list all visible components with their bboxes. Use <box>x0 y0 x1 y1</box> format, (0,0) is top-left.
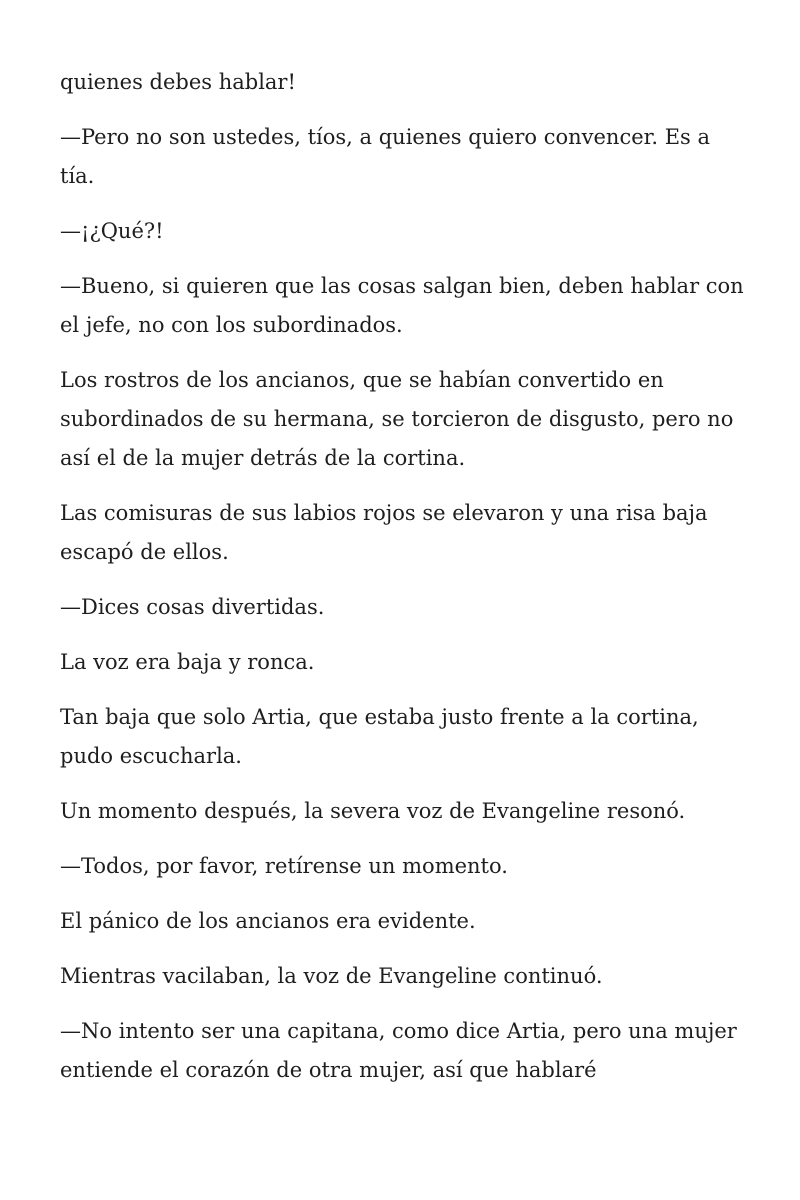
paragraph-12: El pánico de los ancianos era evidente. <box>60 909 476 933</box>
paragraph-10: Un momento después, la severa voz de Evangeline resonó. <box>60 799 686 823</box>
paragraph-3: —¡¿Qué?! <box>60 219 164 243</box>
paragraph-13: Mientras vacilaban, la voz de Evangeline continuó. <box>60 964 603 988</box>
paragraph-14: —No intento ser una capitana, como dice Artia, pero una mujer entiende el corazón de otra mujer, así que hablaré <box>60 1019 737 1082</box>
paragraph-4: —Bueno, si quieren que las cosas salgan bien, deben hablar con el jefe, no con los subordinados. <box>60 274 744 337</box>
paragraph-6: Las comisuras de sus labios rojos se elevaron y una risa baja escapó de ellos. <box>60 501 708 564</box>
paragraph-7: —Dices cosas divertidas. <box>60 595 325 619</box>
paragraph-9: Tan baja que solo Artia, que estaba justo frente a la cortina, pudo escucharla. <box>60 705 699 768</box>
paragraph-1: quienes debes hablar! <box>60 70 296 94</box>
paragraph-11: —Todos, por favor, retírense un momento. <box>60 854 508 878</box>
paragraph-2: —Pero no son ustedes, tíos, a quienes quiero convencer. Es a tía. <box>60 125 711 188</box>
paragraph-5: Los rostros de los ancianos, que se habían convertido en subordinados de su hermana, se torcieron de disgusto, pero no así el de la mujer detrás de la cortina. <box>60 368 734 470</box>
paragraph-8: La voz era baja y ronca. <box>60 650 315 674</box>
page-text <box>60 63 750 1106</box>
